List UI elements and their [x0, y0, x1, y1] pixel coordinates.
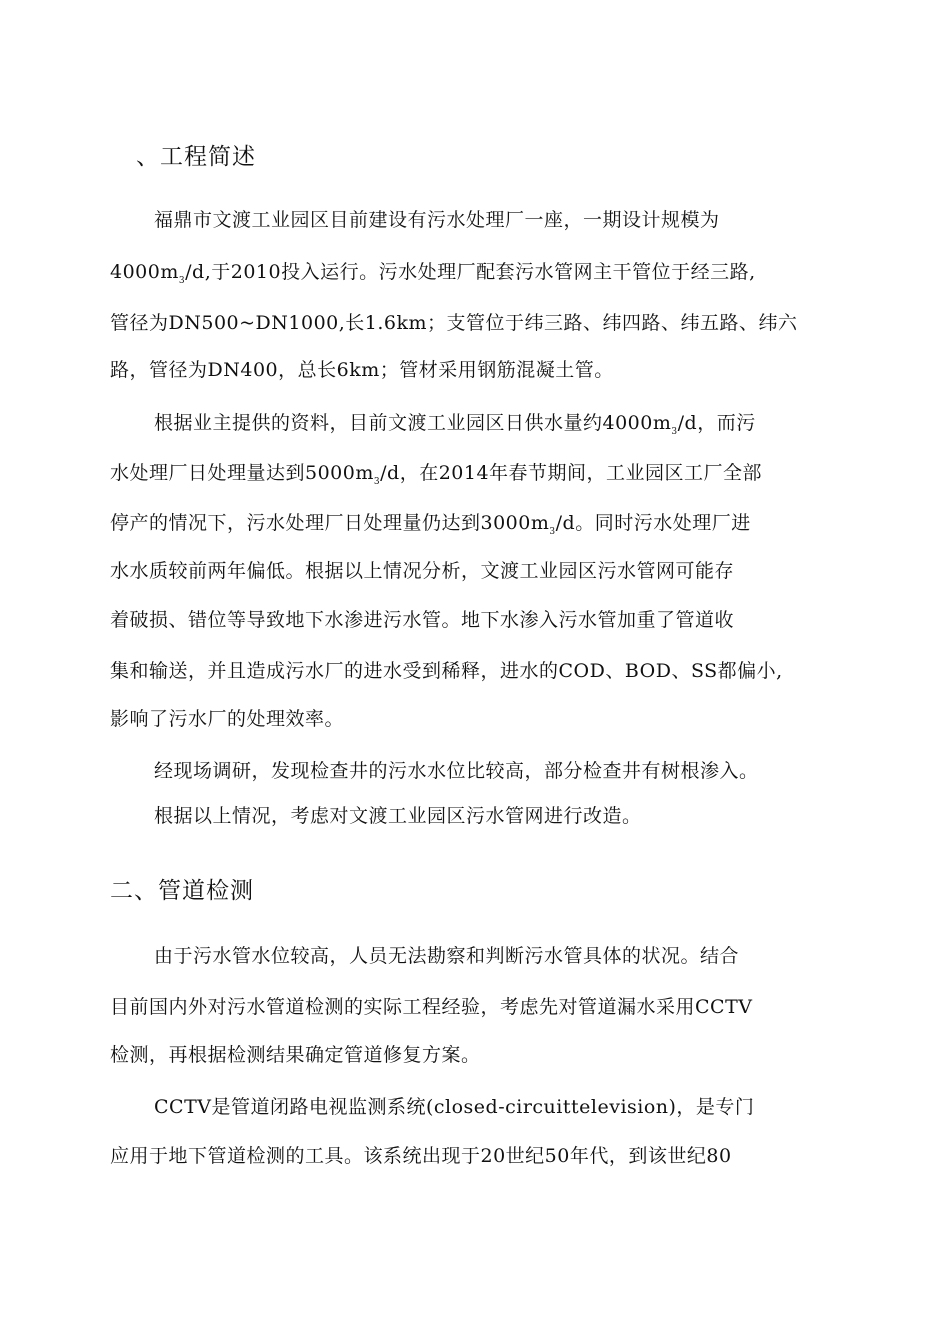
paragraph-line: 根据业主提供的资料，目前文渡工业园区日供水量约$4000m_3/d$，而污 [154, 412, 756, 437]
section-2-heading: 二、管道检测 [110, 878, 254, 904]
unit-subscript: 3 [671, 426, 678, 437]
paragraph-line: 停产的情况下，污水处理厂日处理量仍达到$3000m_3/d$。同时污水处理厂进 [110, 512, 751, 537]
section-1-heading: 、工程简述 [136, 144, 256, 170]
paragraph-line: 福鼎市文渡工业园区目前建设有污水处理厂一座，一期设计规模为 [154, 209, 720, 231]
unit-subscript: 3 [178, 275, 186, 286]
paragraph-line: $4000m_3/d$,于2010投入运行。污水处理厂配套污水管网主干管位于经三路, [110, 261, 756, 286]
paragraph-line: 路，管径为DN400，总长6km；管材采用钢筋混凝土管。 [110, 359, 614, 381]
paragraph-line: 根据以上情况，考虑对文渡工业园区污水管网进行改造。 [154, 805, 642, 827]
paragraph-line: 目前国内外对污水管道检测的实际工程经验，考虑先对管道漏水采用CCTV [110, 996, 753, 1018]
paragraph-line: 管径为DN500~DN1000,长1.6km；支管位于纬三路、纬四路、纬五路、纬六 [110, 312, 798, 334]
paragraph-line: 着破损、错位等导致地下水渗进污水管。地下水渗入污水管加重了管道收 [110, 609, 735, 631]
paragraph-line: 检测，再根据检测结果确定管道修复方案。 [110, 1044, 481, 1066]
paragraph-line: 集和输送，并且造成污水厂的进水受到稀释，进水的COD、BOD、SS都偏小, [110, 660, 783, 682]
paragraph-line: 水处理厂日处理量达到$5000m_3/d$，在2014年春节期间，工业园区工厂全部 [110, 462, 763, 487]
paragraph-line: 由于污水管水位较高，人员无法勘察和判断污水管具体的状况。结合 [154, 945, 740, 967]
paragraph-line: CCTV是管道闭路电视监测系统(closed-circuittelevision)，是专门 [154, 1096, 755, 1118]
paragraph-line: 影响了污水厂的处理效率。 [110, 708, 345, 730]
paragraph-line: 水水质较前两年偏低。根据以上情况分析，文渡工业园区污水管网可能存 [110, 560, 735, 582]
unit-subscript: 3 [549, 526, 556, 537]
paragraph-line: 应用于地下管道检测的工具。该系统出现于20世纪50年代，到该世纪80 [110, 1145, 732, 1167]
unit-subscript: 3 [373, 476, 381, 487]
paragraph-line: 经现场调研，发现检查井的污水水位比较高，部分检查井有树根渗入。 [154, 760, 759, 782]
